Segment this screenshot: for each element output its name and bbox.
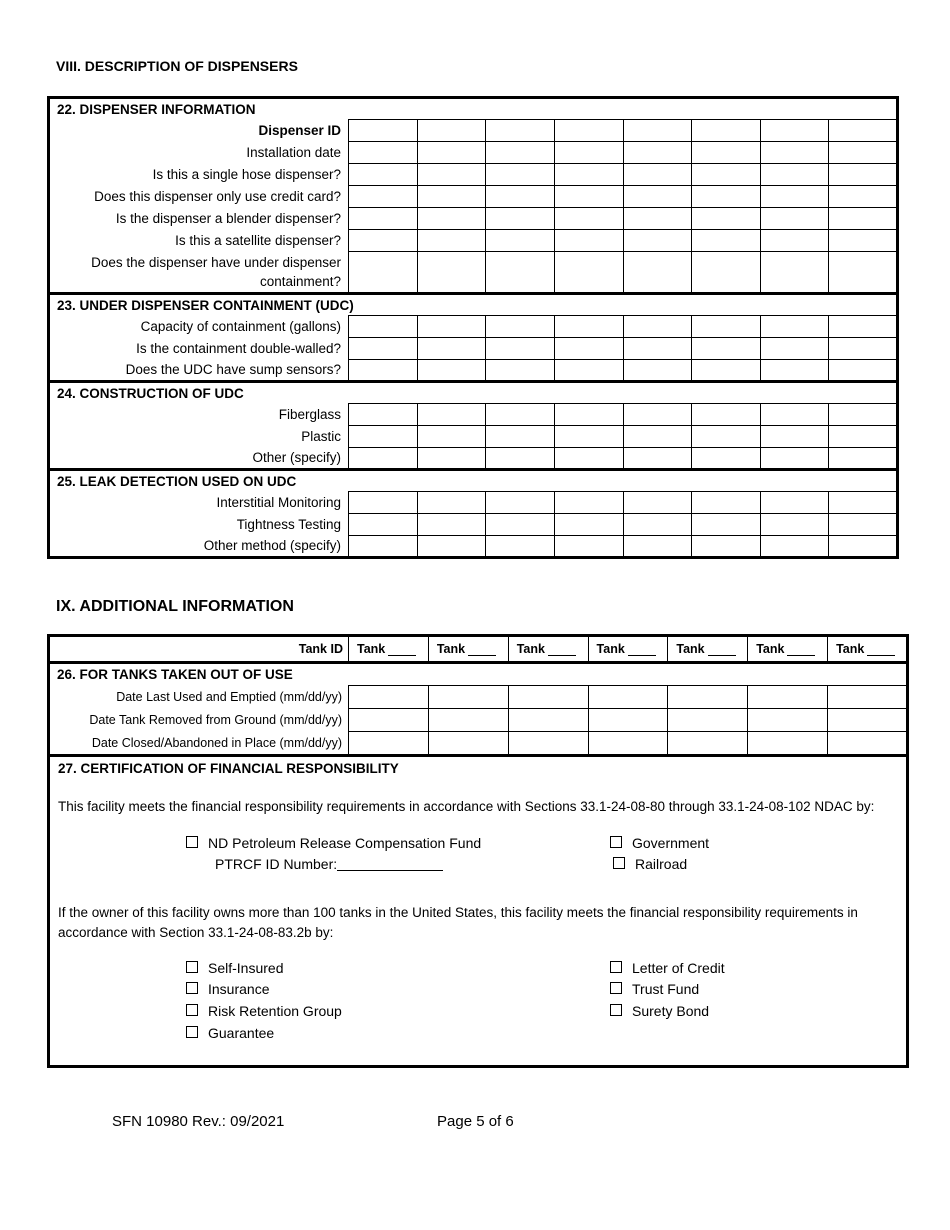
q23-header: 23. UNDER DISPENSER CONTAINMENT (UDC) [49, 294, 898, 316]
dispenser-input-cell[interactable] [829, 252, 898, 294]
dispenser-input-cell[interactable] [554, 252, 623, 294]
dispenser-input-cell[interactable] [692, 448, 761, 470]
section-ix-title: IX. ADDITIONAL INFORMATION [56, 598, 294, 615]
dispenser-input-cell[interactable] [692, 186, 761, 208]
dispenser-input-cell[interactable] [623, 448, 692, 470]
row-label: Fiberglass [278, 407, 341, 422]
dispenser-input-cell[interactable] [554, 426, 623, 448]
q25-row [49, 492, 898, 514]
row-label: Does the dispenser have under dispenser containment? [91, 254, 341, 289]
tank-id-cell[interactable] [668, 636, 748, 663]
dispenser-input-cell[interactable] [760, 514, 829, 536]
q26-header: 26. FOR TANKS TAKEN OUT OF USE [57, 667, 293, 682]
dispenser-input-cell[interactable] [417, 426, 486, 448]
dispenser-input-cell[interactable] [623, 404, 692, 426]
checkbox[interactable] [186, 961, 198, 973]
dispenser-input-cell[interactable] [486, 230, 555, 252]
dispenser-input-cell[interactable] [554, 230, 623, 252]
dispenser-input-cell[interactable] [760, 426, 829, 448]
q24-group [49, 382, 898, 470]
tank-id-blank[interactable] [468, 645, 496, 656]
date-input-cell[interactable] [508, 709, 588, 732]
dispenser-input-cell[interactable] [623, 360, 692, 382]
date-input-cell[interactable] [828, 686, 908, 709]
page-number: Page 5 of 6 [437, 1113, 514, 1130]
dispenser-input-cell[interactable] [623, 120, 692, 142]
tank-id-blank[interactable] [548, 645, 576, 656]
dispenser-input-cell[interactable] [417, 492, 486, 514]
tank-label: Tank [756, 642, 785, 656]
dispenser-input-cell[interactable] [486, 252, 555, 294]
checkbox[interactable] [610, 836, 622, 848]
tank-id-cell[interactable] [508, 636, 588, 663]
date-input-cell[interactable] [748, 709, 828, 732]
dispenser-input-cell[interactable] [829, 536, 898, 558]
dispenser-input-cell[interactable] [760, 230, 829, 252]
option-label: Railroad [635, 856, 688, 872]
dispenser-input-cell[interactable] [349, 316, 418, 338]
dispenser-input-cell[interactable] [692, 404, 761, 426]
option-label: Risk Retention Group [208, 1003, 342, 1019]
checkbox[interactable] [186, 836, 198, 848]
dispenser-input-cell[interactable] [623, 514, 692, 536]
dispenser-input-cell[interactable] [829, 208, 898, 230]
ptrcf-id-field[interactable] [215, 856, 443, 872]
tank-id-cell[interactable] [428, 636, 508, 663]
checkbox[interactable] [186, 1026, 198, 1038]
option-insurance[interactable] [186, 981, 269, 997]
tank-label: Tank [676, 642, 705, 656]
dispenser-input-cell[interactable] [554, 208, 623, 230]
option-label: Insurance [208, 981, 270, 997]
option-surety-bond[interactable] [610, 1003, 709, 1019]
q24-row [49, 448, 898, 470]
dispenser-input-cell[interactable] [349, 186, 418, 208]
option-ndprcf[interactable] [186, 835, 481, 851]
dispenser-input-cell[interactable] [623, 426, 692, 448]
dispenser-input-cell[interactable] [760, 492, 829, 514]
q22-row [49, 230, 898, 252]
dispenser-input-cell[interactable] [417, 252, 486, 294]
tank-label: Tank [596, 642, 625, 656]
dispenser-input-cell[interactable] [760, 338, 829, 360]
date-input-cell[interactable] [668, 686, 748, 709]
date-input-cell[interactable] [588, 709, 668, 732]
dispenser-input-cell[interactable] [829, 514, 898, 536]
dispenser-input-cell[interactable] [417, 208, 486, 230]
tank-id-label: Tank ID [49, 636, 349, 663]
option-label: Surety Bond [632, 1003, 710, 1019]
dispenser-input-cell[interactable] [692, 208, 761, 230]
tank-id-cell[interactable] [828, 636, 908, 663]
q22-row [49, 208, 898, 230]
dispenser-input-cell[interactable] [417, 448, 486, 470]
dispenser-input-cell[interactable] [417, 316, 486, 338]
dispenser-input-cell[interactable] [760, 360, 829, 382]
tank-id-blank[interactable] [628, 645, 656, 656]
q22-row [49, 186, 898, 208]
dispenser-input-cell[interactable] [349, 404, 418, 426]
dispenser-input-cell[interactable] [554, 536, 623, 558]
dispenser-input-cell[interactable] [417, 164, 486, 186]
tank-id-blank[interactable] [867, 645, 895, 656]
fr-options-2 [58, 960, 898, 1052]
fr-options-1 [58, 835, 898, 881]
q26-row [49, 732, 908, 756]
dispenser-input-cell[interactable] [760, 164, 829, 186]
dispenser-input-cell[interactable] [829, 230, 898, 252]
dispenser-input-cell[interactable] [829, 142, 898, 164]
date-input-cell[interactable] [588, 732, 668, 756]
dispenser-input-cell[interactable] [692, 252, 761, 294]
row-label: Is this a satellite dispenser? [175, 233, 341, 248]
dispenser-input-cell[interactable] [760, 208, 829, 230]
dispenser-input-cell[interactable] [486, 360, 555, 382]
dispenser-input-cell[interactable] [692, 164, 761, 186]
dispenser-input-cell[interactable] [486, 514, 555, 536]
dispenser-input-cell[interactable] [692, 426, 761, 448]
row-label: Is this a single hose dispenser? [152, 167, 341, 182]
option-label: Government [632, 835, 710, 851]
dispenser-input-cell[interactable] [486, 208, 555, 230]
dispenser-input-cell[interactable] [486, 338, 555, 360]
dispenser-input-cell[interactable] [554, 448, 623, 470]
dispenser-input-cell[interactable] [554, 120, 623, 142]
option-government[interactable] [610, 835, 709, 851]
dispenser-input-cell[interactable] [692, 492, 761, 514]
dispenser-input-cell[interactable] [486, 426, 555, 448]
checkbox[interactable] [610, 1004, 622, 1016]
dispenser-input-cell[interactable] [554, 404, 623, 426]
row-label: Other (specify) [252, 450, 341, 466]
date-input-cell[interactable] [428, 686, 508, 709]
option-letter-of-credit[interactable] [610, 960, 725, 976]
dispenser-input-cell[interactable] [623, 536, 692, 558]
dispenser-input-cell[interactable] [760, 404, 829, 426]
tank-label: Tank [516, 642, 545, 656]
date-input-cell[interactable] [508, 686, 588, 709]
dispenser-input-cell[interactable] [623, 316, 692, 338]
q25-row [49, 514, 898, 536]
date-input-cell[interactable] [349, 686, 429, 709]
q22-row [49, 120, 898, 142]
checkbox[interactable] [613, 857, 625, 869]
dispenser-input-cell[interactable] [486, 164, 555, 186]
dispenser-input-cell[interactable] [829, 426, 898, 448]
date-input-cell[interactable] [748, 732, 828, 756]
dispenser-input-cell[interactable] [692, 536, 761, 558]
q22-row [49, 164, 898, 186]
row-label: Date Tank Removed from Ground (mm/dd/yy) [89, 713, 342, 727]
q23-row [49, 316, 898, 338]
dispenser-input-cell[interactable] [692, 360, 761, 382]
tank-id-blank[interactable] [388, 645, 416, 656]
tank-id-cell[interactable] [748, 636, 828, 663]
dispenser-input-cell[interactable] [417, 514, 486, 536]
q25-row [49, 536, 898, 558]
tank-id-row [49, 636, 908, 663]
row-label: Other method (specify) [203, 538, 341, 554]
row-label: Does this dispenser only use credit card? [94, 189, 341, 204]
dispenser-input-cell[interactable] [486, 120, 555, 142]
q22-row [49, 252, 898, 294]
q26-row [49, 709, 908, 732]
dispenser-input-cell[interactable] [417, 404, 486, 426]
dispenser-input-cell[interactable] [486, 186, 555, 208]
ptrcf-input-line[interactable] [337, 857, 443, 871]
row-label: Tightness Testing [236, 517, 341, 532]
dispenser-input-cell[interactable] [760, 448, 829, 470]
dispenser-input-cell[interactable] [760, 252, 829, 294]
q24-row [49, 404, 898, 426]
dispenser-input-cell[interactable] [554, 164, 623, 186]
option-label: Letter of Credit [632, 960, 725, 976]
tank-id-blank[interactable] [787, 645, 815, 656]
dispenser-input-cell[interactable] [349, 142, 418, 164]
dispenser-input-cell[interactable] [623, 338, 692, 360]
ptrcf-label: PTRCF ID Number: [215, 856, 338, 872]
dispenser-input-cell[interactable] [760, 536, 829, 558]
date-input-cell[interactable] [828, 732, 908, 756]
row-label: Does the UDC have sump sensors? [125, 362, 341, 378]
fr-paragraph-2: If the owner of this facility owns more than 100 tanks in the United States, this facility meets the financial responsibility requirements in accordance with Section 33.1-24-08-83.2b by: [58, 905, 858, 940]
dispenser-input-cell[interactable] [623, 142, 692, 164]
dispenser-input-cell[interactable] [760, 186, 829, 208]
dispenser-input-cell[interactable] [349, 338, 418, 360]
dispenser-input-cell[interactable] [692, 514, 761, 536]
dispenser-input-cell[interactable] [349, 164, 418, 186]
date-input-cell[interactable] [349, 732, 429, 756]
dispenser-input-cell[interactable] [417, 142, 486, 164]
dispenser-input-cell[interactable] [417, 230, 486, 252]
dispenser-input-cell[interactable] [760, 142, 829, 164]
q25-header: 25. LEAK DETECTION USED ON UDC [49, 470, 898, 492]
q23-row [49, 360, 898, 382]
date-input-cell[interactable] [748, 686, 828, 709]
dispenser-input-cell[interactable] [486, 448, 555, 470]
tank-id-cell[interactable] [349, 636, 429, 663]
dispenser-input-cell[interactable] [554, 186, 623, 208]
option-trust-fund[interactable] [610, 981, 699, 997]
dispenser-input-cell[interactable] [554, 338, 623, 360]
dispenser-input-cell[interactable] [554, 514, 623, 536]
row-label: Date Closed/Abandoned in Place (mm/dd/yy) [49, 732, 349, 756]
checkbox[interactable] [610, 982, 622, 994]
dispenser-input-cell[interactable] [829, 338, 898, 360]
dispenser-input-cell[interactable] [760, 120, 829, 142]
row-label: Is the dispenser a blender dispenser? [115, 211, 341, 226]
dispenser-input-cell[interactable] [829, 448, 898, 470]
section-viii-title: VIII. DESCRIPTION OF DISPENSERS [56, 58, 298, 74]
dispenser-input-cell[interactable] [554, 492, 623, 514]
dispenser-input-cell[interactable] [829, 404, 898, 426]
dispenser-input-cell[interactable] [349, 230, 418, 252]
dispenser-input-cell[interactable] [554, 360, 623, 382]
row-label: Date Last Used and Emptied (mm/dd/yy) [116, 690, 342, 704]
dispenser-input-cell[interactable] [829, 164, 898, 186]
dispenser-input-cell[interactable] [349, 208, 418, 230]
row-label: Plastic [301, 429, 341, 444]
tank-table [47, 634, 909, 1068]
dispenser-input-cell[interactable] [349, 360, 418, 382]
dispenser-input-cell[interactable] [486, 142, 555, 164]
dispenser-input-cell[interactable] [623, 186, 692, 208]
dispenser-input-cell[interactable] [486, 492, 555, 514]
q25-group [49, 470, 898, 558]
checkbox[interactable] [186, 1004, 198, 1016]
option-label: Guarantee [208, 1025, 275, 1041]
dispenser-input-cell[interactable] [349, 514, 418, 536]
row-label: Installation date [246, 145, 341, 160]
option-label: Self-Insured [208, 960, 284, 976]
q27-certification [49, 756, 908, 1067]
dispenser-input-cell[interactable] [417, 536, 486, 558]
q24-row [49, 426, 898, 448]
checkbox[interactable] [610, 961, 622, 973]
dispenser-input-cell[interactable] [692, 120, 761, 142]
dispenser-input-cell[interactable] [349, 426, 418, 448]
checkbox[interactable] [186, 982, 198, 994]
dispenser-input-cell[interactable] [623, 208, 692, 230]
dispenser-input-cell[interactable] [829, 120, 898, 142]
q22-row [49, 142, 898, 164]
date-input-cell[interactable] [428, 709, 508, 732]
dispenser-input-cell[interactable] [349, 252, 418, 294]
dispenser-input-cell[interactable] [760, 316, 829, 338]
tank-id-cell[interactable] [588, 636, 668, 663]
row-label: Capacity of containment (gallons) [140, 319, 341, 334]
dispenser-input-cell[interactable] [623, 230, 692, 252]
dispenser-input-cell[interactable] [349, 492, 418, 514]
dispenser-input-cell[interactable] [417, 360, 486, 382]
tank-label: Tank [836, 642, 865, 656]
dispenser-input-cell[interactable] [692, 338, 761, 360]
dispenser-input-cell[interactable] [623, 252, 692, 294]
dispenser-input-cell[interactable] [349, 448, 418, 470]
option-risk-retention-group[interactable] [186, 1003, 342, 1019]
dispenser-input-cell[interactable] [486, 536, 555, 558]
q22-header: 22. DISPENSER INFORMATION [57, 101, 256, 117]
row-label: Dispenser ID [258, 123, 341, 138]
dispenser-input-cell[interactable] [554, 316, 623, 338]
tank-label: Tank [357, 642, 386, 656]
option-railroad[interactable] [613, 856, 687, 872]
tank-label: Tank [436, 642, 466, 656]
dispenser-input-cell[interactable] [349, 120, 418, 142]
form-number: SFN 10980 Rev.: 09/2021 [112, 1113, 285, 1130]
option-label: ND Petroleum Release Compensation Fund [208, 835, 482, 851]
dispenser-input-cell[interactable] [417, 186, 486, 208]
dispenser-input-cell[interactable] [486, 316, 555, 338]
dispenser-table [47, 96, 899, 559]
dispenser-input-cell[interactable] [692, 316, 761, 338]
date-input-cell[interactable] [668, 709, 748, 732]
option-guarantee[interactable] [186, 1025, 274, 1041]
dispenser-input-cell[interactable] [829, 186, 898, 208]
q23-group [49, 294, 898, 382]
date-input-cell[interactable] [428, 732, 508, 756]
date-input-cell[interactable] [828, 709, 908, 732]
dispenser-input-cell[interactable] [486, 404, 555, 426]
q26-row [49, 686, 908, 709]
dispenser-input-cell[interactable] [623, 492, 692, 514]
q22-group [49, 98, 898, 294]
q23-row [49, 338, 898, 360]
dispenser-input-cell[interactable] [623, 164, 692, 186]
row-label: Interstitial Monitoring [216, 495, 341, 510]
option-self-insured[interactable] [186, 960, 283, 976]
dispenser-input-cell[interactable] [554, 142, 623, 164]
date-input-cell[interactable] [508, 732, 588, 756]
dispenser-input-cell[interactable] [829, 316, 898, 338]
dispenser-input-cell[interactable] [829, 360, 898, 382]
date-input-cell[interactable] [668, 732, 748, 756]
dispenser-input-cell[interactable] [417, 120, 486, 142]
q24-header: 24. CONSTRUCTION OF UDC [49, 382, 898, 404]
option-label: Trust Fund [632, 981, 700, 997]
dispenser-input-cell[interactable] [349, 536, 418, 558]
fr-paragraph-1: This facility meets the financial responsibility requirements in accordance with Sections 33.1-24-08-80 through 33.1-24-08-102 NDAC by: [58, 799, 875, 814]
dispenser-input-cell[interactable] [692, 230, 761, 252]
tank-id-blank[interactable] [708, 645, 736, 656]
date-input-cell[interactable] [588, 686, 668, 709]
q27-header: 27. CERTIFICATION OF FINANCIAL RESPONSIBILITY [58, 761, 399, 776]
row-label: Is the containment double-walled? [136, 341, 341, 356]
date-input-cell[interactable] [349, 709, 429, 732]
dispenser-input-cell[interactable] [417, 338, 486, 360]
dispenser-input-cell[interactable] [829, 492, 898, 514]
dispenser-input-cell[interactable] [692, 142, 761, 164]
